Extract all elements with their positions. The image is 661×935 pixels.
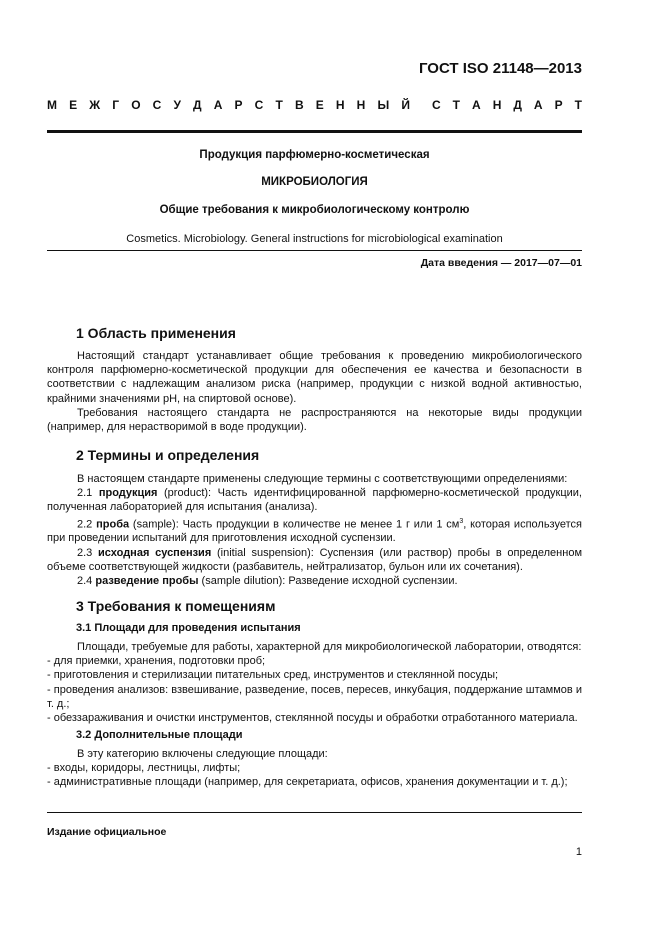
banner-letter: Т bbox=[574, 98, 582, 112]
term-2-2-definition-b: , которая используется при проведении испытаний для приготовления исходной суспензии. bbox=[47, 518, 582, 545]
term-2-4-number: 2.4 bbox=[77, 575, 93, 588]
term-2-2-term: проба bbox=[96, 518, 130, 531]
term-2-4-definition: (sample dilution): Разведение исходной суспензии. bbox=[201, 575, 458, 588]
banner-word-standard bbox=[432, 98, 582, 112]
term-2-2-number: 2.2 bbox=[77, 518, 93, 531]
header-rule bbox=[47, 130, 582, 133]
banner-letter: Н bbox=[335, 98, 345, 112]
list-item: - административные площади (например, для секретариата, офисов, хранения документации и т. д.); bbox=[47, 776, 568, 789]
section-2-heading: 2 Термины и определения bbox=[76, 447, 260, 463]
term-2-1-definition: (product): Часть идентифицированной парфюмерно-косметической продукции, полученная лабораторией для испытания (анализа). bbox=[47, 487, 582, 514]
official-edition-label: Издание официальное bbox=[47, 826, 167, 838]
section-3-1-body bbox=[47, 640, 582, 725]
term-2-3-definition: (initial suspension): Суспензия (или раствор) пробы в определенном объеме соответствующей жидкости (разбавитель, нейтрализатор, бульон или их сочетания). bbox=[47, 546, 583, 573]
term-2-1-term: продукция bbox=[98, 487, 158, 500]
title-microbiology: МИКРОБИОЛОГИЯ bbox=[261, 176, 368, 188]
banner-letter: Ж bbox=[89, 98, 101, 112]
standard-code: ГОСТ ISO 21148—2013 bbox=[418, 60, 582, 77]
section-1-p2: Требования настоящего стандарта не распространяются на некоторые виды продукции (например, для нерастворимой в воде продукции). bbox=[47, 406, 582, 434]
interstate-standard-banner bbox=[47, 98, 582, 112]
page-number: 1 bbox=[575, 846, 582, 858]
section-1-heading: 1 Область применения bbox=[76, 325, 236, 341]
banner-letter: Д bbox=[193, 98, 202, 112]
banner-letter: Д bbox=[513, 98, 522, 112]
section-2-intro: В настоящем стандарте применены следующие термины с соответствующими определениями: bbox=[77, 473, 568, 485]
term-2-4-term: разведение пробы bbox=[95, 575, 199, 588]
list-item: - проведения анализов: взвешивание, разведение, посев, пересев, инкубация, поддержание штаммов и т. д.; bbox=[47, 683, 582, 710]
banner-letter: Р bbox=[554, 98, 563, 112]
list-item: - для приемки, хранения, подготовки проб; bbox=[47, 655, 266, 668]
term-2-2-superscript: 3 bbox=[459, 517, 464, 525]
list-item: - обеззараживания и очистки инструментов, стеклянной посуды и обработки отработанного материала. bbox=[47, 712, 578, 725]
title-subject: Общие требования к микробиологическому контролю bbox=[159, 204, 470, 216]
term-2-4 bbox=[47, 574, 582, 588]
banner-word-interstate bbox=[47, 98, 410, 112]
term-2-3-number: 2.3 bbox=[77, 546, 93, 559]
term-2-2-definition-a: (sample): Часть продукции в количестве не менее 1 г или 1 см bbox=[132, 518, 460, 531]
banner-letter: Е bbox=[315, 98, 324, 112]
title-english: Cosmetics. Microbiology. General instructions for microbiological examination bbox=[126, 233, 503, 245]
banner-letter: Й bbox=[401, 98, 410, 112]
banner-letter: У bbox=[173, 98, 181, 112]
banner-letter: А bbox=[533, 98, 543, 112]
section-3-2-body bbox=[47, 747, 582, 790]
section-3-1-intro: Площади, требуемые для работы, характерной для микробиологической лаборатории, отводятся: bbox=[77, 641, 582, 653]
term-2-3 bbox=[47, 546, 582, 574]
banner-letter: А bbox=[213, 98, 223, 112]
section-3-1-heading: 3.1 Площади для проведения испытания bbox=[76, 622, 301, 634]
banner-letter: С bbox=[152, 98, 162, 112]
banner-letter: Е bbox=[69, 98, 78, 112]
section-1-p1: Настоящий стандарт устанавливает общие требования к проведению микробиологического контроля парфюмерно-косметической продукции для обеспечения ее качества и безопасности в соответствии с надлежащим анализом риска (например, продукции с низкой водной активностью, крайними значениями pH, на спиртовой основе). bbox=[47, 350, 582, 405]
section-3-2-intro: В эту категорию включены следующие площади: bbox=[77, 748, 328, 760]
banner-letter: В bbox=[294, 98, 304, 112]
term-2-3-term: исходная суспензия bbox=[98, 546, 212, 559]
title-rule bbox=[47, 250, 582, 251]
term-2-1-number: 2.1 bbox=[77, 487, 93, 500]
section-2-body bbox=[47, 472, 582, 588]
effective-date: Дата введения — 2017—07—01 bbox=[420, 257, 582, 269]
banner-letter: А bbox=[472, 98, 481, 112]
banner-letter: Н bbox=[356, 98, 366, 112]
banner-letter: Ы bbox=[377, 98, 390, 112]
list-item: - входы, коридоры, лестницы, лифты; bbox=[47, 762, 241, 775]
banner-letter: С bbox=[254, 98, 264, 112]
banner-letter: Р bbox=[234, 98, 243, 112]
term-2-1 bbox=[47, 486, 582, 514]
banner-letter: Г bbox=[112, 98, 120, 112]
banner-letter: М bbox=[47, 98, 57, 112]
footer-rule bbox=[47, 812, 582, 813]
list-item: - приготовления и стерилизации питательных сред, инструментов и стеклянной посуды; bbox=[47, 669, 499, 682]
banner-letter: Т bbox=[452, 98, 461, 112]
banner-letter: О bbox=[131, 98, 141, 112]
title-product: Продукция парфюмерно-косметическая bbox=[199, 149, 430, 161]
section-3-2-heading: 3.2 Дополнительные площади bbox=[76, 729, 243, 741]
banner-letter: С bbox=[432, 98, 441, 112]
term-2-2 bbox=[47, 515, 582, 546]
banner-letter: Н bbox=[492, 98, 502, 112]
section-1-body bbox=[47, 349, 582, 434]
section-3-heading: 3 Требования к помещениям bbox=[76, 598, 276, 614]
banner-letter: Т bbox=[275, 98, 283, 112]
